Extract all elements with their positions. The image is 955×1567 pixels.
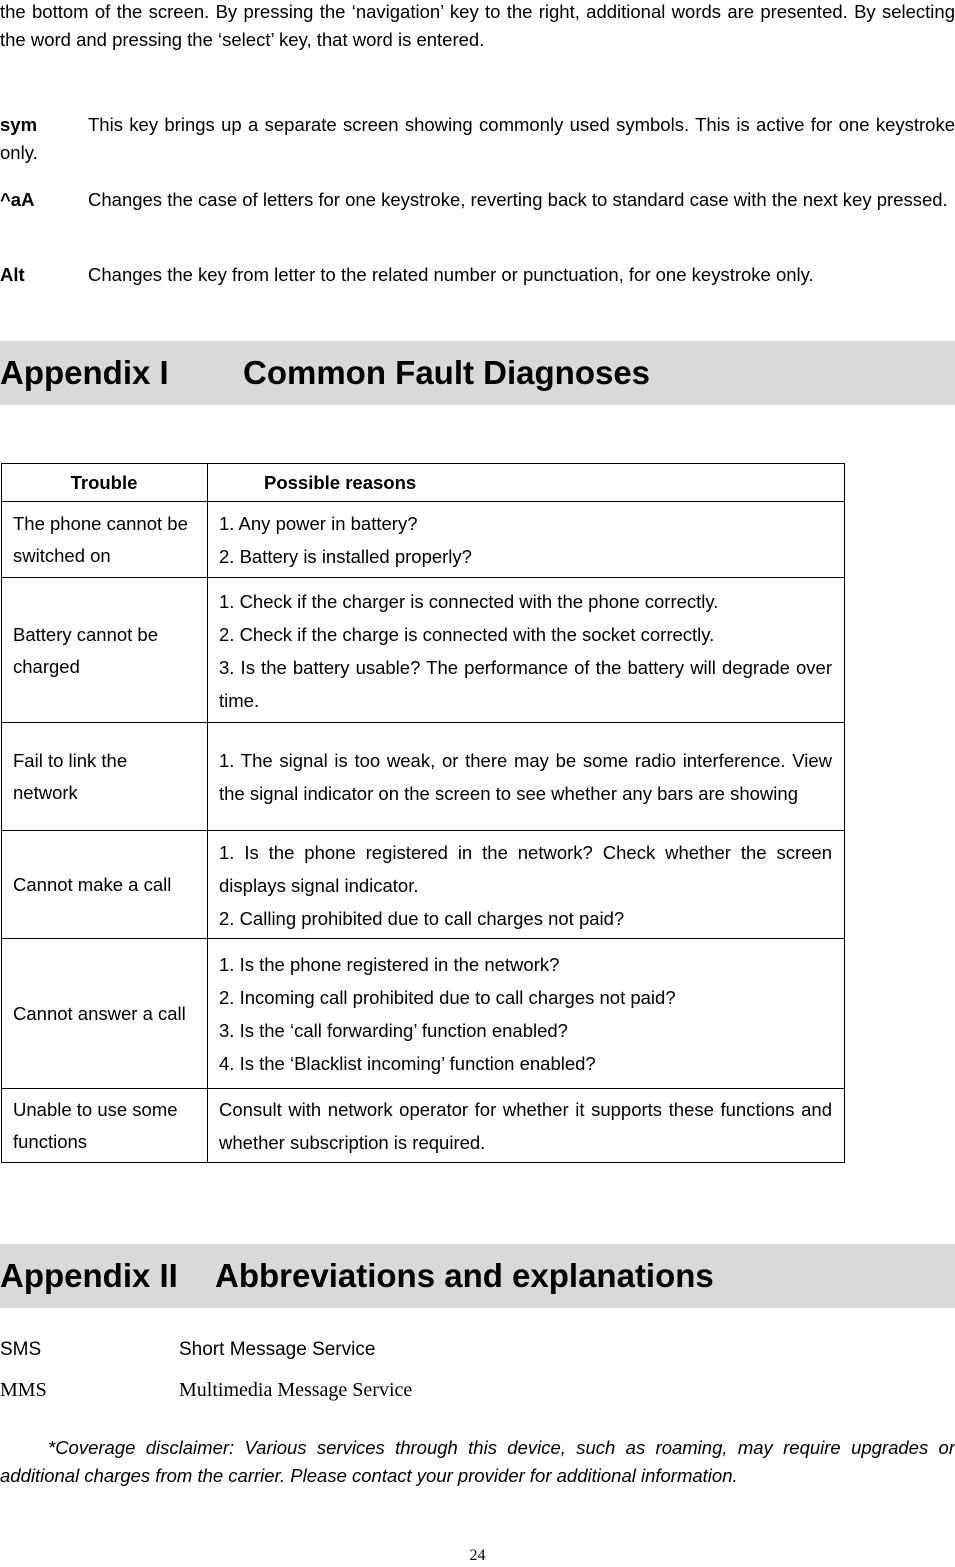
coverage-disclaimer: *Coverage disclaimer: Various services through this device, such as roaming, may require upgrades or additional charges from the carrier. Please contact your provider for additional information. <box>0 1437 955 1486</box>
abbreviation-term: SMS <box>0 1339 42 1360</box>
appendix-2-number: Appendix II <box>0 1257 178 1294</box>
intro-paragraph <box>0 0 955 54</box>
abbreviation-meaning: Multimedia Message Service <box>179 1379 413 1401</box>
trouble-cell: The phone cannot be switched on <box>2 502 208 578</box>
key-term: Alt <box>0 264 25 285</box>
reason-item: 3. Is the battery usable? The performance of the battery will degrade over time. <box>219 656 832 711</box>
table-row <box>2 502 845 578</box>
reason-item: 1. Any power in battery? <box>219 513 418 534</box>
key-definition-sym <box>0 111 955 167</box>
reason-item: 2. Battery is installed properly? <box>219 546 472 567</box>
reasons-cell <box>208 939 845 1089</box>
reason-item: 1. Is the phone registered in the network? <box>219 954 560 975</box>
table-row <box>2 939 845 1089</box>
appendix-1-heading <box>0 341 955 405</box>
appendix-1-title: Common Fault Diagnoses <box>243 354 651 391</box>
table-row <box>2 723 845 831</box>
key-term: sym <box>0 114 38 135</box>
table-row <box>2 831 845 939</box>
key-description: This key brings up a separate screen showing commonly used symbols. This is active for one keystroke only. <box>0 114 955 163</box>
trouble-cell: Unable to use some functions <box>2 1089 208 1163</box>
appendix-2-heading <box>0 1244 955 1308</box>
key-definition-case <box>0 186 955 214</box>
appendix-1-number: Appendix I <box>0 354 169 391</box>
reasons-cell <box>208 1089 845 1163</box>
reasons-cell <box>208 578 845 723</box>
key-description: Changes the case of letters for one keystroke, reverting back to standard case with the next key pressed. <box>88 189 948 210</box>
reason-item: 1. Is the phone registered in the network? Check whether the screen displays signal indicator. <box>219 841 832 896</box>
appendix-2-title: Abbreviations and explanations <box>215 1257 714 1294</box>
reason-item: 2. Check if the charge is connected with the socket correctly. <box>219 623 715 645</box>
reason-item: 1. The signal is too weak, or there may be some radio interference. View the signal indicator on the screen to see whether any bars are showing <box>219 750 832 804</box>
reasons-cell <box>208 723 845 831</box>
column-header-reasons: Possible reasons <box>208 464 845 502</box>
reason-item: Consult with network operator for whether it supports these functions and whether subscription is required. <box>219 1099 832 1153</box>
page-number: 24 <box>469 1547 486 1564</box>
intro-text: the bottom of the screen. By pressing the ‘navigation’ key to the right, additional words are presented. By selecting the word and pressing the ‘select’ key, that word is entered. <box>0 1 955 50</box>
trouble-cell: Cannot make a call <box>2 831 208 939</box>
reason-item: 4. Is the ‘Blacklist incoming’ function enabled? <box>219 1053 596 1074</box>
table-header-row <box>2 464 845 502</box>
key-description: Changes the key from letter to the related number or punctuation, for one keystroke only. <box>88 264 814 285</box>
column-header-trouble: Trouble <box>2 464 208 502</box>
reason-item: 2. Incoming call prohibited due to call charges not paid? <box>219 987 676 1008</box>
key-definition-alt <box>0 261 955 289</box>
reasons-cell <box>208 502 845 578</box>
table-row <box>2 578 845 723</box>
reason-item: 1. Check if the charger is connected with the phone correctly. <box>219 590 719 612</box>
abbreviation-meaning: Short Message Service <box>179 1339 376 1360</box>
abbreviation-row <box>0 1330 375 1370</box>
abbreviation-row <box>0 1370 412 1410</box>
trouble-cell: Fail to link the network <box>2 723 208 831</box>
key-term: ^aA <box>0 189 35 210</box>
reason-item: 3. Is the ‘call forwarding’ function enabled? <box>219 1020 568 1041</box>
trouble-cell: Cannot answer a call <box>2 939 208 1089</box>
abbreviation-term: MMS <box>0 1379 47 1401</box>
reasons-cell <box>208 831 845 939</box>
trouble-cell: Battery cannot be charged <box>2 578 208 723</box>
table-row <box>2 1089 845 1163</box>
reason-item: 2. Calling prohibited due to call charges not paid? <box>219 907 625 929</box>
fault-diagnosis-table <box>1 463 845 1163</box>
